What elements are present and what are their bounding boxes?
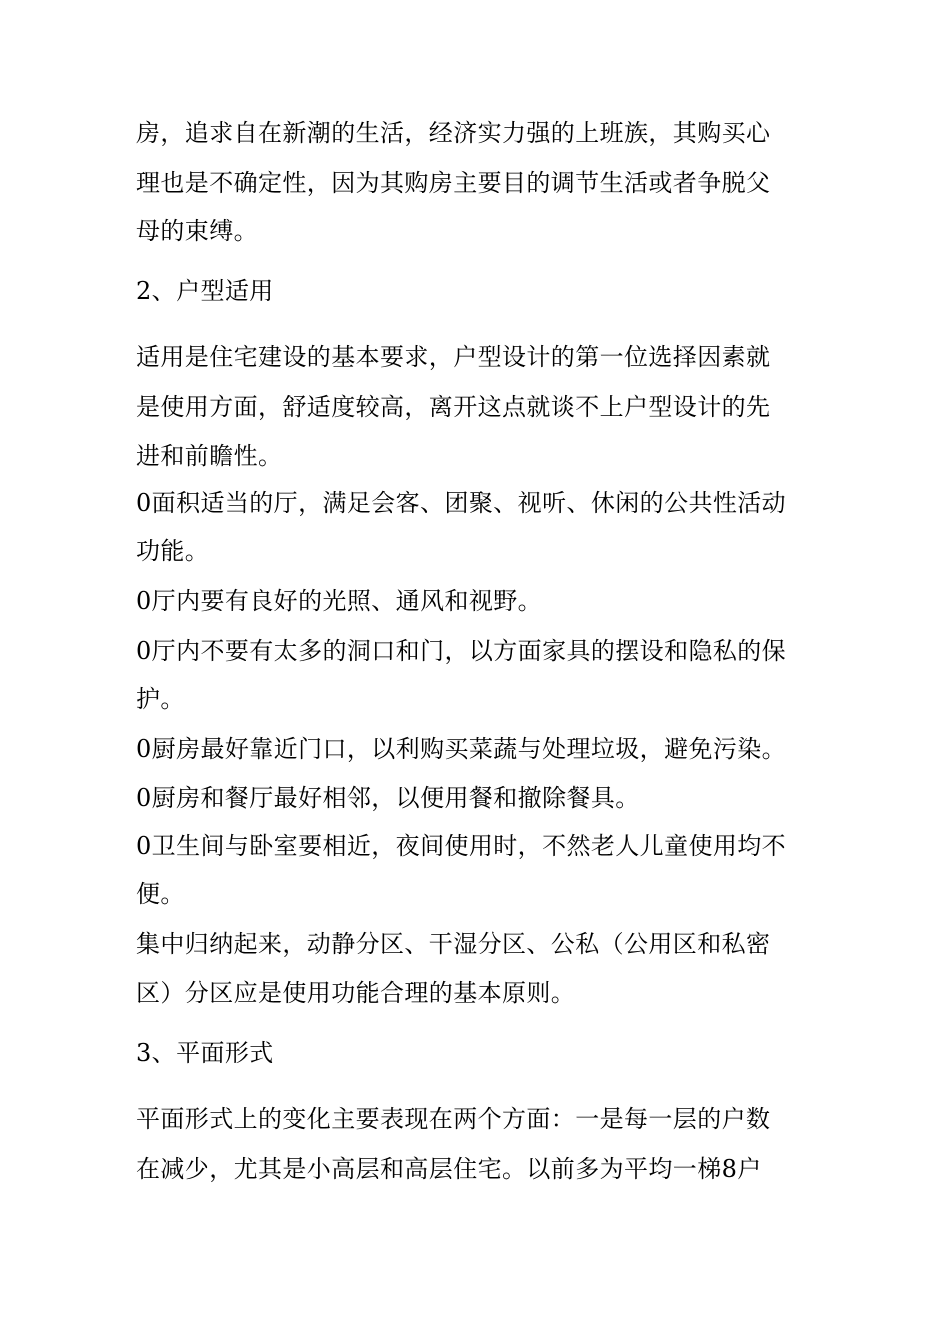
body-text-line: 平面形式上的变化主要表现在两个方面：一是每一层的户数 bbox=[136, 1105, 771, 1133]
body-text-line: 理也是不确定性，因为其购房主要目的调节生活或者争脱父 bbox=[136, 169, 771, 197]
body-text-line: 房，追求自在新潮的生活，经济实力强的上班族，其购买心 bbox=[136, 119, 771, 147]
body-text-line: 在减少，尤其是小高层和高层住宅。以前多为平均一梯8户 bbox=[136, 1155, 762, 1183]
list-item-line: 护。 bbox=[136, 685, 185, 713]
body-text-line: 集中归纳起来，动静分区、干湿分区、公私（公用区和私密 bbox=[136, 930, 771, 958]
list-item-line: 功能。 bbox=[136, 537, 210, 565]
list-item-line: 0卫生间与卧室要相近，夜间使用时，不然老人儿童使用均不 bbox=[136, 832, 787, 860]
body-text-line: 进和前瞻性。 bbox=[136, 442, 283, 470]
list-item-line: 0面积适当的厅，满足会客、团聚、视听、休闲的公共性活动 bbox=[136, 489, 787, 517]
section-heading: 3、平面形式 bbox=[136, 1039, 274, 1067]
list-item-line: 0厅内要有良好的光照、通风和视野。 bbox=[136, 587, 543, 615]
section-heading: 2、户型适用 bbox=[136, 277, 274, 305]
list-item-line: 0厨房和餐厅最好相邻，以便用餐和撤除餐具。 bbox=[136, 784, 640, 812]
body-text-line: 是使用方面，舒适度较高，离开这点就谈不上户型设计的先 bbox=[136, 393, 771, 421]
body-text-line: 区）分区应是使用功能合理的基本原则。 bbox=[136, 979, 576, 1007]
list-item-line: 0厅内不要有太多的洞口和门，以方面家具的摆设和隐私的保 bbox=[136, 637, 787, 665]
list-item-line: 便。 bbox=[136, 880, 185, 908]
list-item-line: 0厨房最好靠近门口，以利购买菜蔬与处理垃圾，避免污染。 bbox=[136, 735, 787, 763]
body-text-line: 母的束缚。 bbox=[136, 217, 258, 245]
body-text-line: 适用是住宅建设的基本要求，户型设计的第一位选择因素就 bbox=[136, 343, 771, 371]
